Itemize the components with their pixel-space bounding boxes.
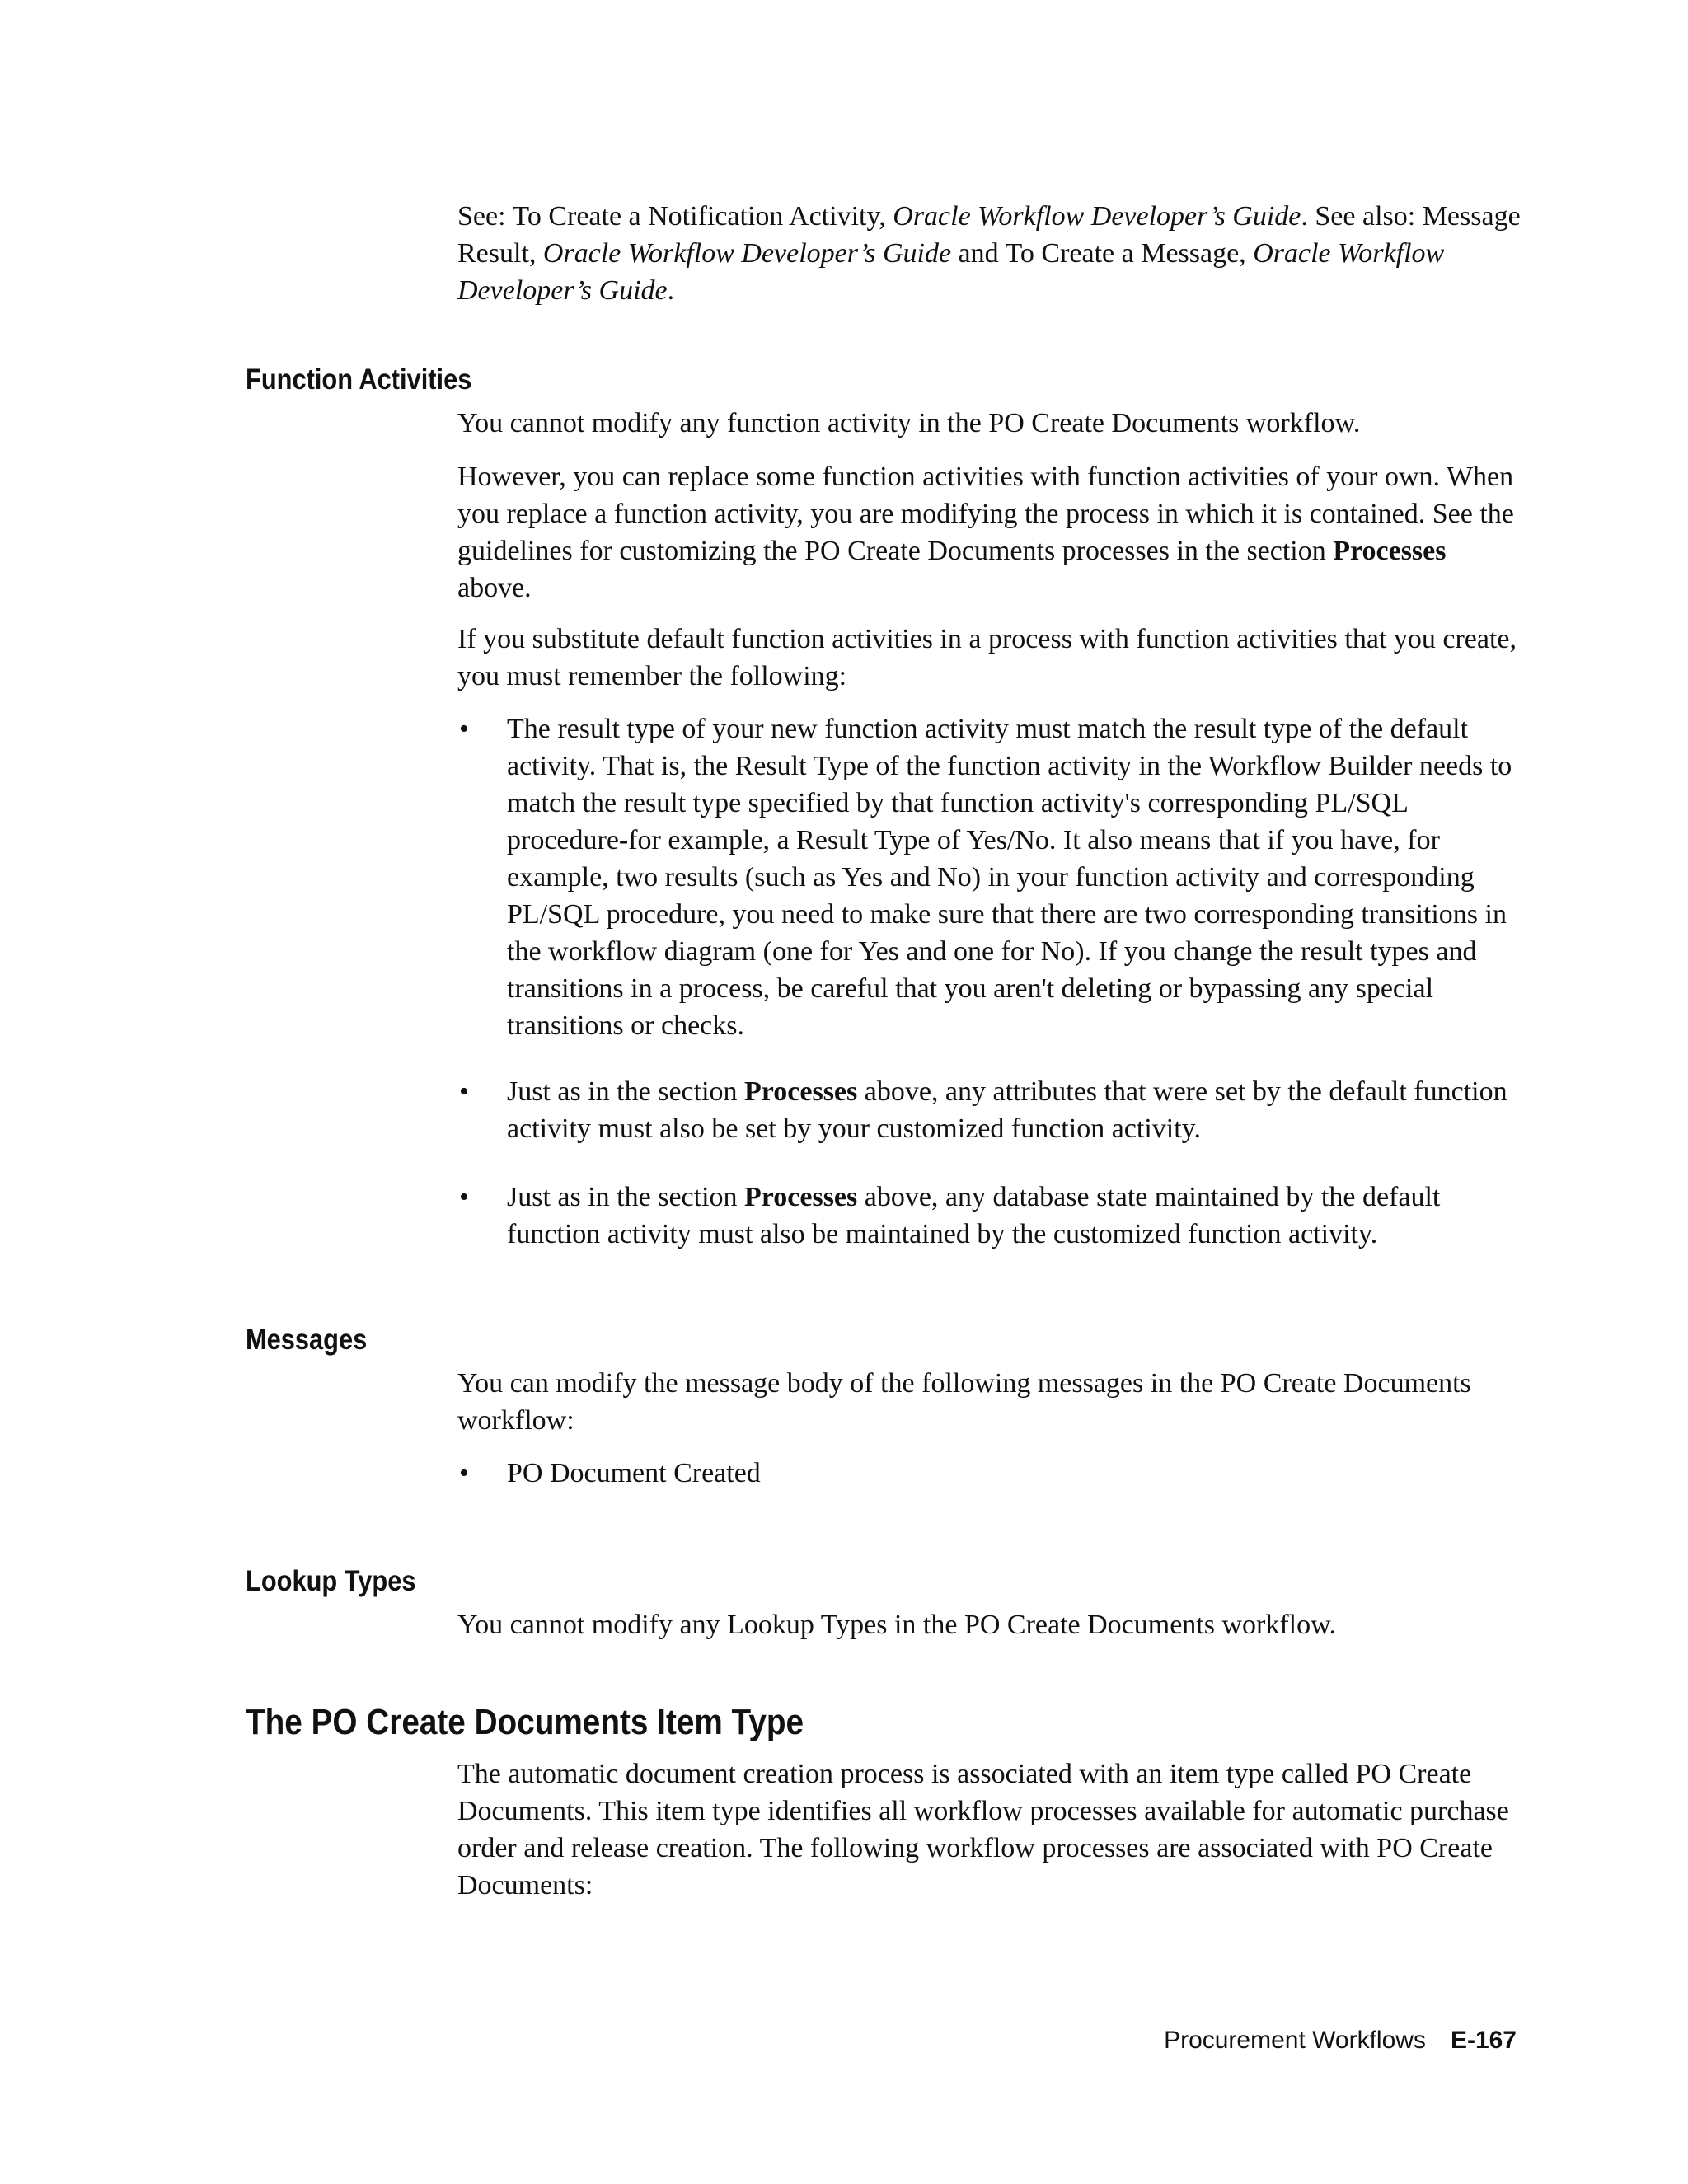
bullet-icon: • <box>459 1076 469 1107</box>
bullet-icon: • <box>459 1458 469 1488</box>
function-activities-heading: Function Activities <box>246 363 472 396</box>
bullet-icon: • <box>459 714 469 744</box>
intro-guide-link-2: Oracle Workflow Developer’s Guide <box>542 238 952 269</box>
bullet-text: The result type of your new function activity must match the result type of the default activity. That is, the Result Type of the function activity in the Workflow Builder needs to match the result type specified by that function activity's corresponding PL/SQL procedure-for example, a Result Type of Yes/No. It also means that if you have, for example, two results (such as Yes and No) in your function activity and corresponding PL/SQL procedure, you need to make sure that there are two corresponding transitions in the workflow diagram (one for Yes and one for No). If you change the result types and transitions in a process, be careful that you aren't deleting or bypassing any special transitions or checks. <box>507 714 1512 1041</box>
messages-heading: Messages <box>246 1324 368 1356</box>
processes-ref: Processes <box>1333 536 1447 566</box>
messages-p1-block <box>457 1365 1525 1439</box>
processes-ref: Processes <box>744 1182 858 1212</box>
bullet-icon: • <box>459 1182 469 1212</box>
intro-see-text: See: To Create a Notification Activity, <box>457 201 893 232</box>
list-item <box>457 710 1525 1044</box>
list-item <box>457 1455 1525 1492</box>
bullet-text: PO Document Created <box>507 1458 761 1488</box>
intro-paragraph <box>457 198 1525 309</box>
item-type-p1-block <box>457 1755 1525 1904</box>
intro-and-create-text: and To Create a Message, <box>951 238 1254 269</box>
messages-p1: You can modify the message body of the following messages in the PO Create Documents workflow: <box>457 1368 1471 1436</box>
list-item: • Just as in the section Processes above, any database state maintained by the default function activity must also be maintained by the customized function activity. <box>457 1179 1525 1253</box>
function-activities-section <box>457 405 1525 442</box>
function-activities-p3-block <box>457 621 1525 695</box>
page-footer <box>1164 2024 1517 2057</box>
intro-guide-link-3: Oracle Workflow Developer’s Guide <box>457 238 1445 306</box>
function-activities-p2: However, you can replace some function activities with function activities of your own. When you replace a function activity, you are modifying the process in which it is contained. See the guidelines for customizing the PO Create Documents processes in the section Processes above. <box>457 462 1514 603</box>
function-activities-p1: You cannot modify any function activity in the PO Create Documents workflow. <box>457 408 1361 438</box>
processes-ref: Processes <box>744 1076 858 1107</box>
lookup-types-heading: Lookup Types <box>246 1565 416 1597</box>
function-activities-bullet-1 <box>457 710 1525 1044</box>
footer-section-title: Procurement Workflows <box>1164 2027 1426 2054</box>
list-item: • Just as in the section Processes above, any attributes that were set by the default function activity must also be set by your customized function activity. <box>457 1073 1525 1147</box>
function-activities-bullet-3 <box>457 1179 1525 1253</box>
intro-end-text: . <box>667 275 675 306</box>
item-type-heading: The PO Create Documents Item Type <box>246 1702 804 1742</box>
function-activities-p3: If you substitute default function activities in a process with function activities that you create, you must remember the following: <box>457 624 1517 691</box>
item-type-p1: The automatic document creation process is associated with an item type called PO Create Documents. This item type identifies all workflow processes available for automatic purchase order and release creation. The following workflow processes are associated with PO Create Documents: <box>457 1759 1509 1900</box>
lookup-types-p1: You cannot modify any Lookup Types in the PO Create Documents workflow. <box>457 1610 1336 1640</box>
function-activities-p2-block <box>457 458 1525 607</box>
function-activities-bullet-2 <box>457 1073 1525 1147</box>
page-number: E-167 <box>1450 2027 1517 2054</box>
messages-bullet-1 <box>457 1455 1525 1492</box>
intro-see-also-text: . See also: Message Result, <box>457 201 1521 269</box>
intro-guide-link-1: Oracle Workflow Developer’s Guide <box>893 201 1301 232</box>
lookup-types-p1-block <box>457 1606 1525 1643</box>
